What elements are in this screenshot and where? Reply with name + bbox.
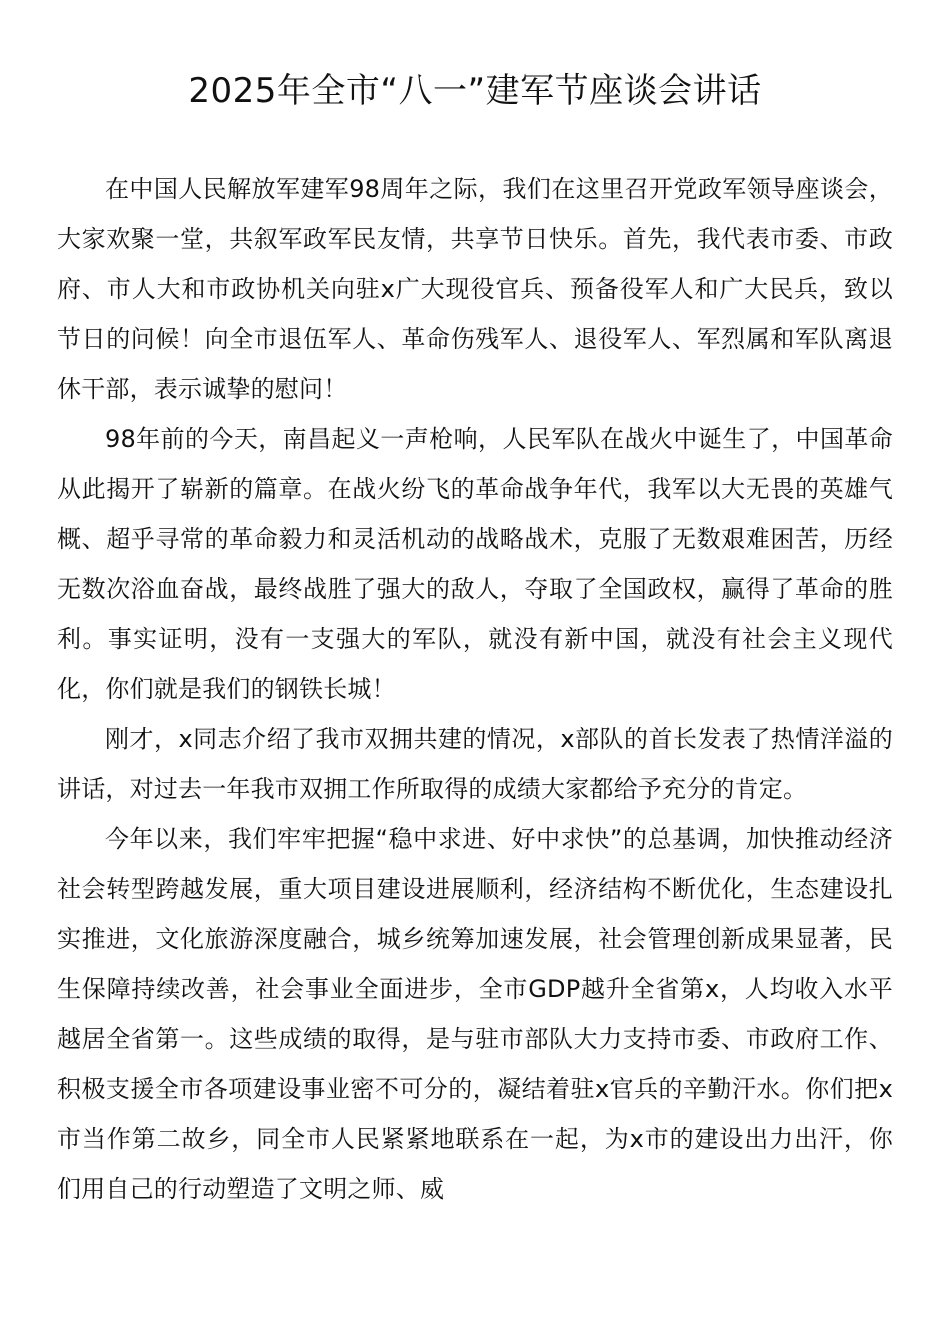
paragraph-1: 在中国人民解放军建军98周年之际，我们在这里召开党政军领导座谈会，大家欢聚一堂，共叙军政军民友情，共享节日快乐。首先，我代表市委、市政府、市人大和市政协机关向驻x广大现役官兵、预备役军人和广大民兵，致以节日的问候！向全市退伍军人、革命伤残军人、退役军人、军烈属和军队离退休干部，表示诚挚的慰问！ <box>57 175 893 403</box>
paragraph-3: 刚才，x同志介绍了我市双拥共建的情况，x部队的首长发表了热情洋溢的讲话，对过去一年我市双拥工作所取得的成绩大家都给予充分的肯定。 <box>57 725 893 803</box>
document-body <box>57 164 893 1214</box>
document-title: 2025年全市“八一”建军节座谈会讲话 <box>188 71 762 111</box>
paragraph-4: 今年以来，我们牢牢把握“稳中求进、好中求快”的总基调，加快推动经济社会转型跨越发展，重大项目建设进展顺利，经济结构不断优化，生态建设扎实推进，文化旅游深度融合，城乡统筹加速发展，社会管理创新成果显著，民生保障持续改善，社会事业全面进步，全市GDP越升全省第x，人均收入水平越居全省第一。这些成绩的取得，是与驻市部队大力支持市委、市政府工作、积极支援全市各项建设事业密不可分的，凝结着驻x官兵的辛勤汗水。你们把x市当作第二故乡，同全市人民紧紧地联系在一起，为x市的建设出力出汗，你们用自己的行动塑造了文明之师、威 <box>57 825 893 1203</box>
paragraph-2: 98年前的今天，南昌起义一声枪响，人民军队在战火中诞生了，中国革命从此揭开了崭新的篇章。在战火纷飞的革命战争年代，我军以大无畏的英雄气概、超乎寻常的革命毅力和灵活机动的战略战术，克服了无数艰难困苦，历经无数次浴血奋战，最终战胜了强大的敌人，夺取了全国政权，赢得了革命的胜利。事实证明，没有一支强大的军队，就没有新中国，就没有社会主义现代化，你们就是我们的钢铁长城！ <box>57 425 893 703</box>
